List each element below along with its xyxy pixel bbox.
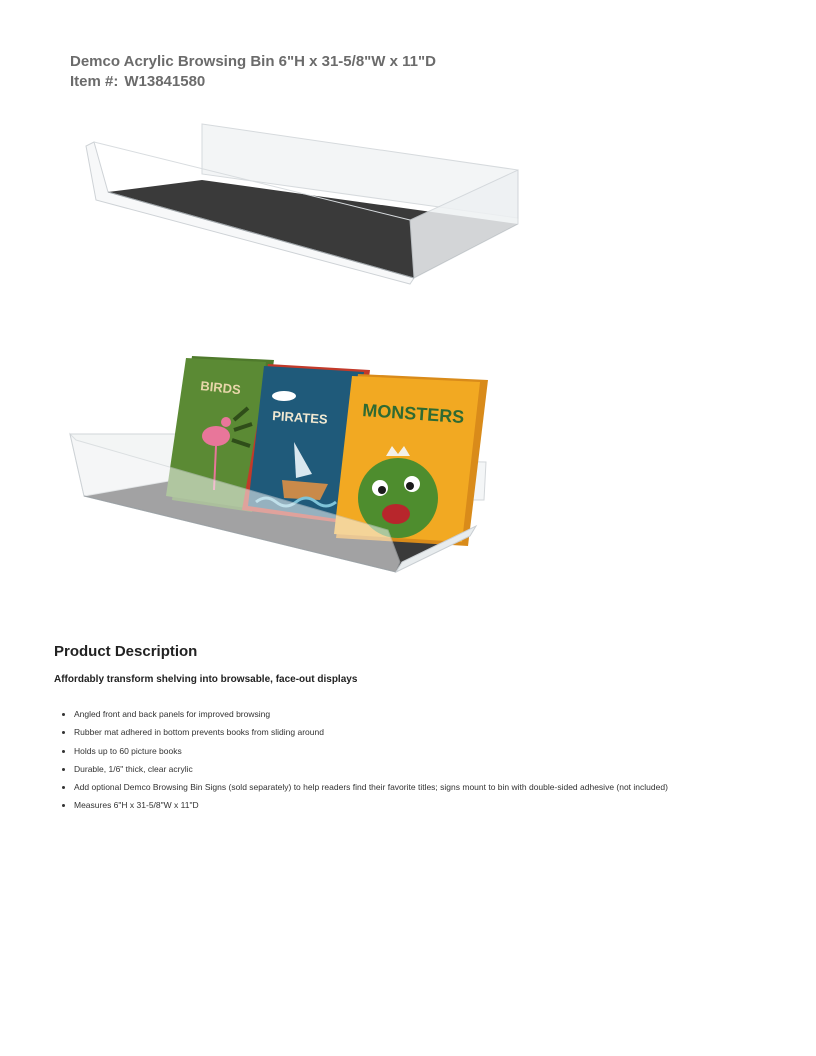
list-item: • Durable, 1/6" thick, clear acrylic xyxy=(74,760,774,778)
product-title: Demco Acrylic Browsing Bin 6"H x 31-5/8"W x 11"D xyxy=(70,53,436,70)
book-monsters xyxy=(334,374,488,546)
item-number-value: W13841580 xyxy=(124,73,206,90)
book-birds-title: BIRDS xyxy=(199,378,242,398)
filled-bin-image xyxy=(66,350,490,576)
empty-bin-image xyxy=(84,118,524,290)
list-item: • Angled front and back panels for improved browsing xyxy=(74,705,774,723)
book-pirates-title: PIRATES xyxy=(271,408,329,427)
book-monsters-title: MONSTERS xyxy=(361,400,465,428)
list-item: • Add optional Demco Browsing Bin Signs (sold separately) to help readers find their favorite titles; signs mount to bin with double-sided adhesive (not included) xyxy=(74,778,774,796)
list-item: • Rubber mat adhered in bottom prevents books from sliding around xyxy=(74,723,774,741)
product-description-subheading: Affordably transform shelving into browsable, face-out displays xyxy=(54,674,358,685)
list-item: • Holds up to 60 picture books xyxy=(74,742,774,760)
product-header xyxy=(70,52,436,92)
item-number-line xyxy=(70,72,436,92)
feature-list xyxy=(54,705,774,815)
item-number-label: Item #: xyxy=(70,73,119,90)
product-description-section xyxy=(54,643,774,815)
product-description-heading: Product Description xyxy=(54,643,198,660)
list-item: • Measures 6"H x 31-5/8"W x 11"D xyxy=(74,796,774,814)
